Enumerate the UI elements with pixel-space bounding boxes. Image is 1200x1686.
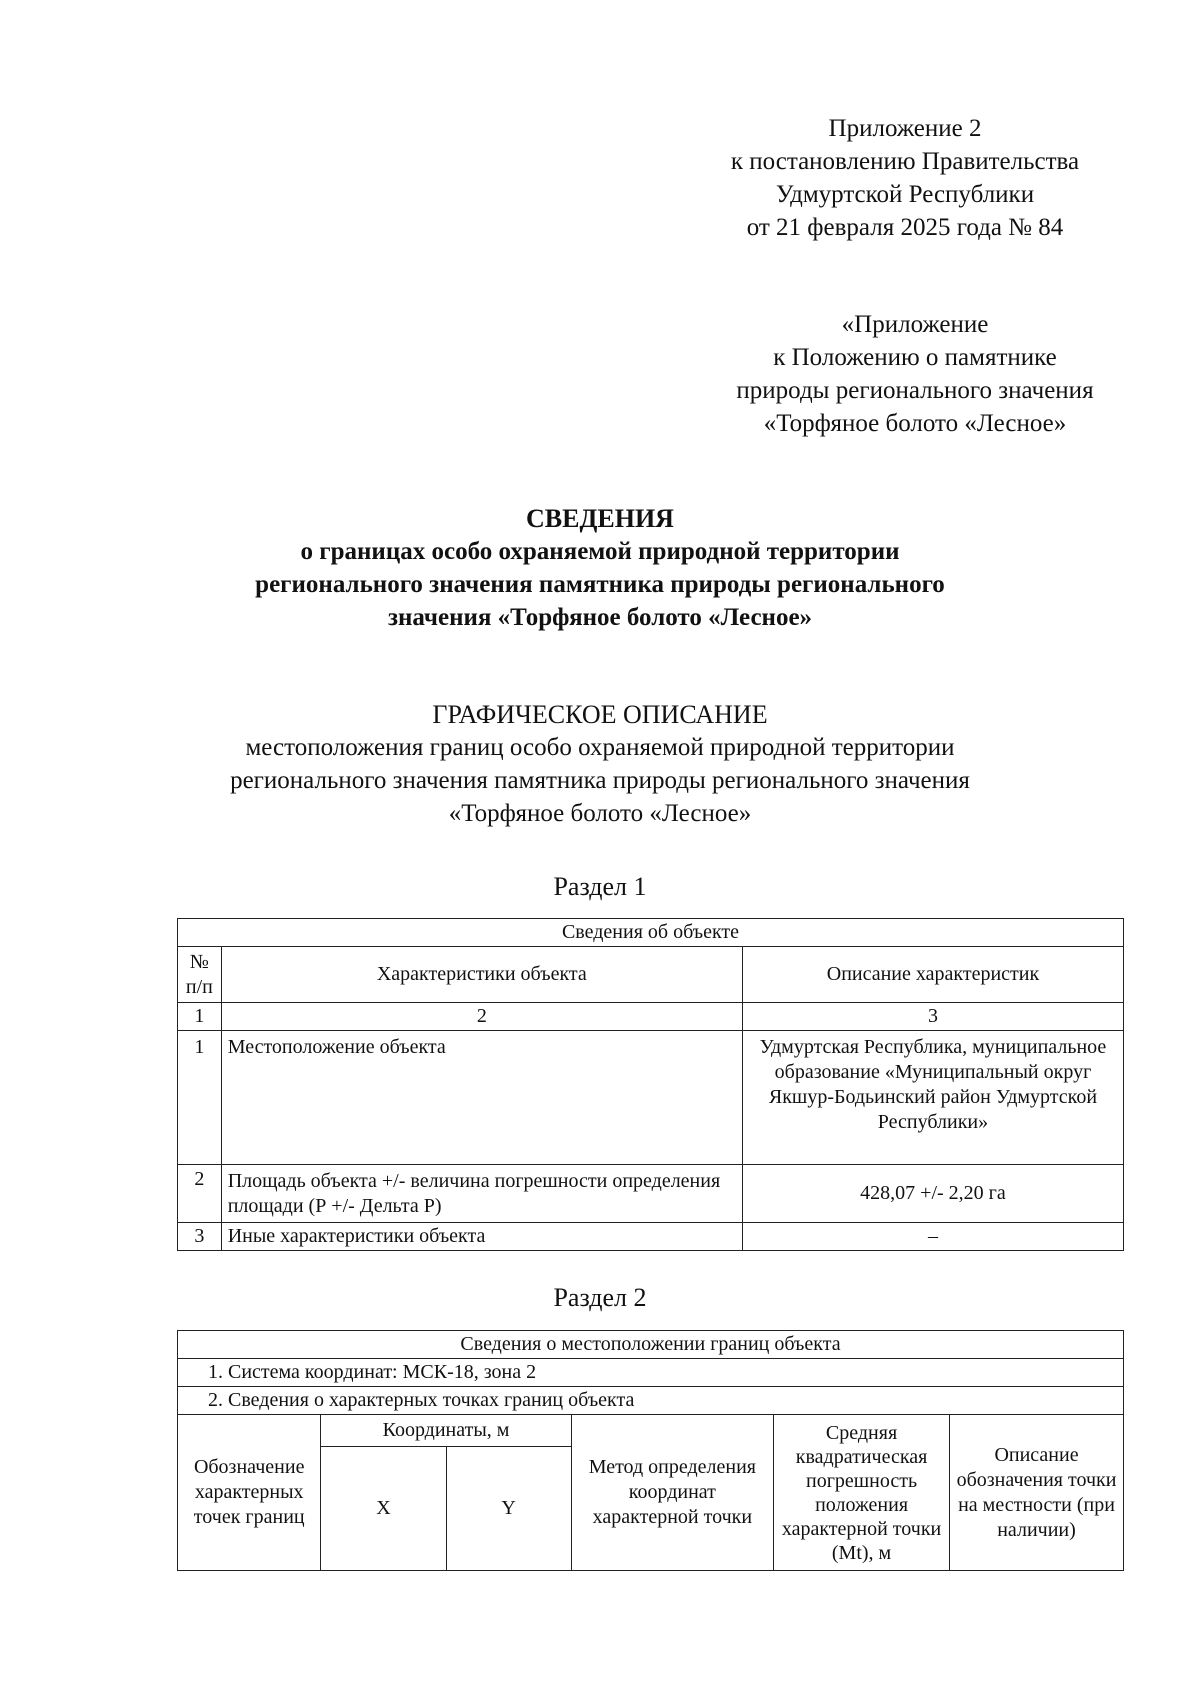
row-name: Иные характеристики объекта xyxy=(221,1223,742,1251)
coordinate-system: 1. Система координат: МСК-18, зона 2 xyxy=(178,1359,1124,1387)
row-num: 2 xyxy=(178,1165,222,1223)
appendix-header xyxy=(680,112,1130,244)
graphic-heading: ГРАФИЧЕСКОЕ ОПИСАНИЕ xyxy=(432,700,768,729)
section-1-title: Раздел 1 xyxy=(553,872,647,901)
title-line-1: о границах особо охраняемой природной территории xyxy=(300,538,900,565)
header-x: X xyxy=(321,1447,446,1571)
title-line-2: регионального значения памятника природы регионального xyxy=(255,571,945,598)
boundary-location-table xyxy=(177,1330,1124,1571)
column-number: 3 xyxy=(742,1003,1123,1031)
appendix-line-2: к постановлению Правительства xyxy=(730,148,1080,175)
column-number: 2 xyxy=(221,1003,742,1031)
table-caption: Сведения о местоположении границ объекта xyxy=(178,1331,1124,1359)
header-num: № п/п xyxy=(178,947,222,1003)
row-name: Местоположение объекта xyxy=(221,1031,742,1165)
table-row xyxy=(178,1223,1124,1251)
points-info: 2. Сведения о характерных точках границ объекта xyxy=(178,1387,1124,1415)
header-point-designation: Обозначение характерных точек границ xyxy=(178,1415,321,1571)
header-description: Описание характеристик xyxy=(742,947,1123,1003)
sub-appendix-line-1: «Приложение xyxy=(841,311,989,338)
title-line-3: значения «Торфяное болото «Лесное» xyxy=(387,604,813,631)
row-value: – xyxy=(742,1223,1123,1251)
row-value: 428,07 +/- 2,20 га xyxy=(742,1165,1123,1223)
row-num: 3 xyxy=(178,1223,222,1251)
sub-appendix-line-2: к Положению о памятнике xyxy=(773,344,1057,371)
header-point-description: Описание обозначения точки на местности (при наличии) xyxy=(950,1415,1124,1571)
header-mean-error: Средняя квадратическая погрешность положения характерной точки (Mt), м xyxy=(774,1415,950,1571)
appendix-line-4: от 21 февраля 2025 года № 84 xyxy=(746,214,1064,241)
row-value: Удмуртская Республика, муниципальное образование «Муниципальный округ Якшур-Бодьинский район Удмуртской Республики» xyxy=(742,1031,1123,1165)
graphic-line-1: местоположения границ особо охраняемой природной территории xyxy=(245,734,955,761)
document-title xyxy=(0,502,1200,634)
table-row xyxy=(178,1031,1124,1165)
object-info-table xyxy=(177,918,1124,1251)
title-heading: СВЕДЕНИЯ xyxy=(526,504,674,533)
appendix-line-3: Удмуртской Республики xyxy=(775,181,1035,208)
row-num: 1 xyxy=(178,1031,222,1165)
header-method: Метод определения координат характерной точки xyxy=(571,1415,773,1571)
graphic-line-2: регионального значения памятника природы регионального значения xyxy=(230,767,970,794)
table-caption: Сведения об объекте xyxy=(178,919,1124,947)
section-2-title: Раздел 2 xyxy=(553,1283,647,1312)
header-y: Y xyxy=(446,1447,571,1571)
row-name: Площадь объекта +/- величина погрешности определения площади (Р +/- Дельта Р) xyxy=(221,1165,742,1223)
appendix-line-1: Приложение 2 xyxy=(828,115,982,142)
header-coordinates: Координаты, м xyxy=(321,1415,571,1447)
sub-appendix-header xyxy=(700,308,1130,440)
sub-appendix-line-4: «Торфяное болото «Лесное» xyxy=(763,410,1067,437)
column-number: 1 xyxy=(178,1003,222,1031)
header-characteristics: Характеристики объекта xyxy=(221,947,742,1003)
sub-appendix-line-3: природы регионального значения xyxy=(736,377,1094,404)
graphic-description-heading xyxy=(0,698,1200,830)
graphic-line-3: «Торфяное болото «Лесное» xyxy=(448,800,752,827)
table-row xyxy=(178,1165,1124,1223)
